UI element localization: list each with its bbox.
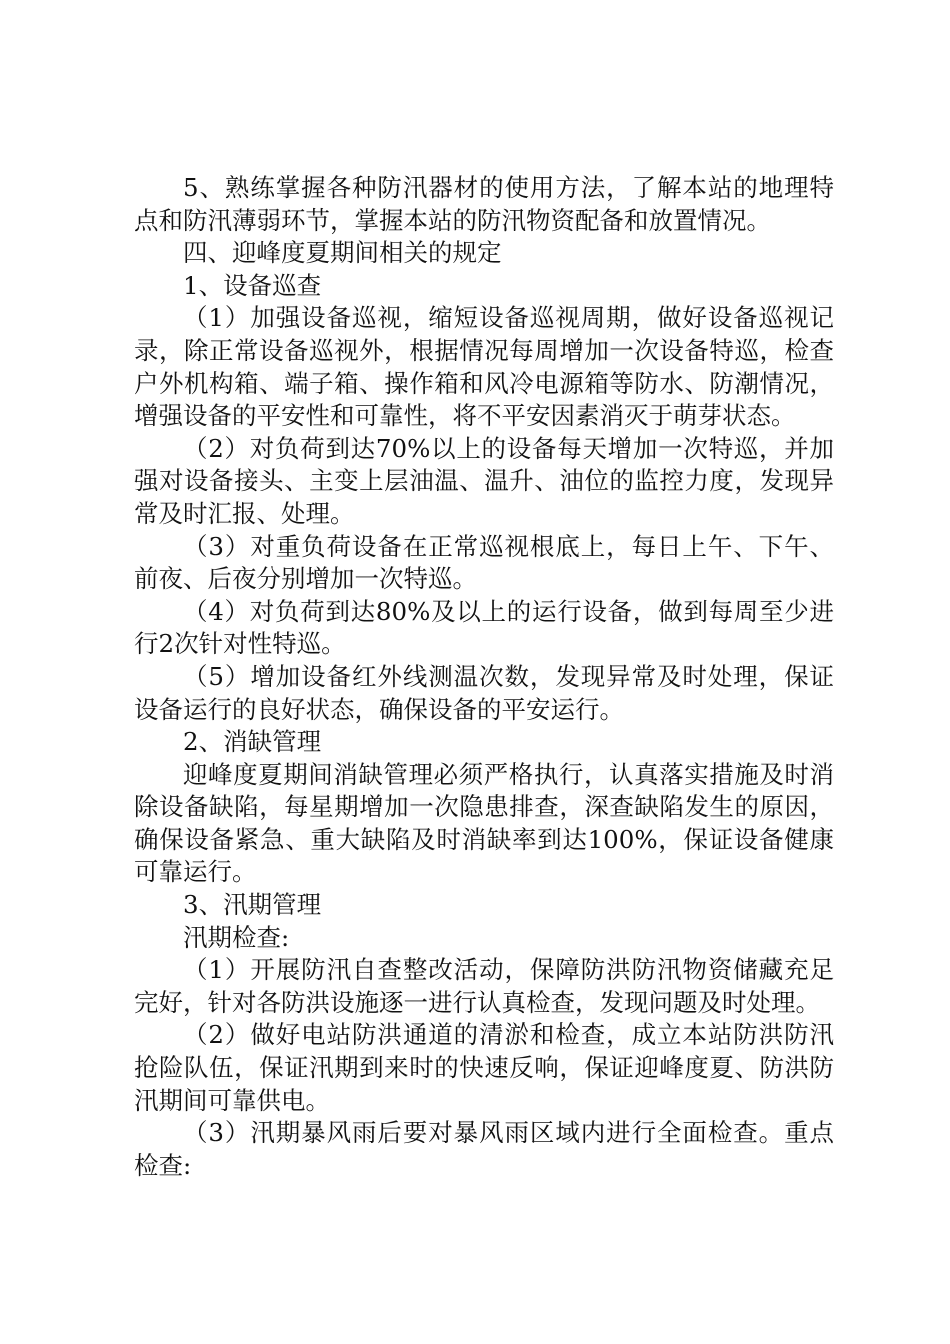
paragraph-patrol-2: （2）对负荷到达70%以上的设备每天增加一次特巡，并加强对设备接头、主变上层油温、温升、油位的监控力度，发现异常及时汇报、处理。 bbox=[134, 433, 834, 528]
subheading-defect-management: 2、消缺管理 bbox=[183, 727, 322, 757]
paragraph-patrol-1: （1）加强设备巡视，缩短设备巡视周期，做好设备巡视记录，除正常设备巡视外，根据情况每周增加一次设备特巡，检查户外机构箱、端子箱、操作箱和风冷电源箱等防水、防潮情况，增强设备的平安性和可靠性，将不平安因素消灭于萌芽状态。 bbox=[134, 303, 834, 431]
paragraph-patrol-3: （3）对重负荷设备在正常巡视根底上，每日上午、下午、前夜、后夜分别增加一次特巡。 bbox=[134, 531, 834, 594]
paragraph-patrol-5: （5）增加设备红外线测温次数，发现异常及时处理，保证设备运行的良好状态，确保设备的平安运行。 bbox=[134, 661, 834, 724]
section-heading-4: 四、迎峰度夏期间相关的规定 bbox=[183, 238, 502, 268]
paragraph-defect: 迎峰度夏期间消缺管理必须严格执行，认真落实措施及时消除设备缺陷，每星期增加一次隐患排查，深查缺陷发生的原因，确保设备紧急、重大缺陷及时消缺率到达100%，保证设备健康可靠运行。 bbox=[134, 759, 834, 887]
paragraph-patrol-4: （4）对负荷到达80%及以上的运行设备，做到每周至少进行2次针对性特巡。 bbox=[134, 596, 834, 659]
subheading-equipment-patrol: 1、设备巡查 bbox=[183, 270, 322, 300]
paragraph-flood-2: （2）做好电站防洪通道的清淤和检查，成立本站防洪防汛抢险队伍，保证汛期到来时的快速反响，保证迎峰度夏、防洪防汛期间可靠供电。 bbox=[134, 1020, 834, 1115]
paragraph-flood-1: （1）开展防汛自查整改活动，保障防洪防汛物资储藏充足完好，针对各防洪设施逐一进行认真检查，发现问题及时处理。 bbox=[134, 955, 834, 1017]
document-body bbox=[134, 172, 834, 1182]
paragraph-item-5: 5、熟练掌握各种防汛器材的使用方法，了解本站的地理特点和防汛薄弱环节，掌握本站的防汛物资配备和放置情况。 bbox=[134, 173, 834, 235]
subheading-flood-inspection: 汛期检查: bbox=[183, 922, 290, 952]
paragraph-flood-3: （3）汛期暴风雨后要对暴风雨区域内进行全面检查。重点检查: bbox=[134, 1118, 834, 1180]
subheading-flood-season: 3、汛期管理 bbox=[183, 890, 322, 920]
